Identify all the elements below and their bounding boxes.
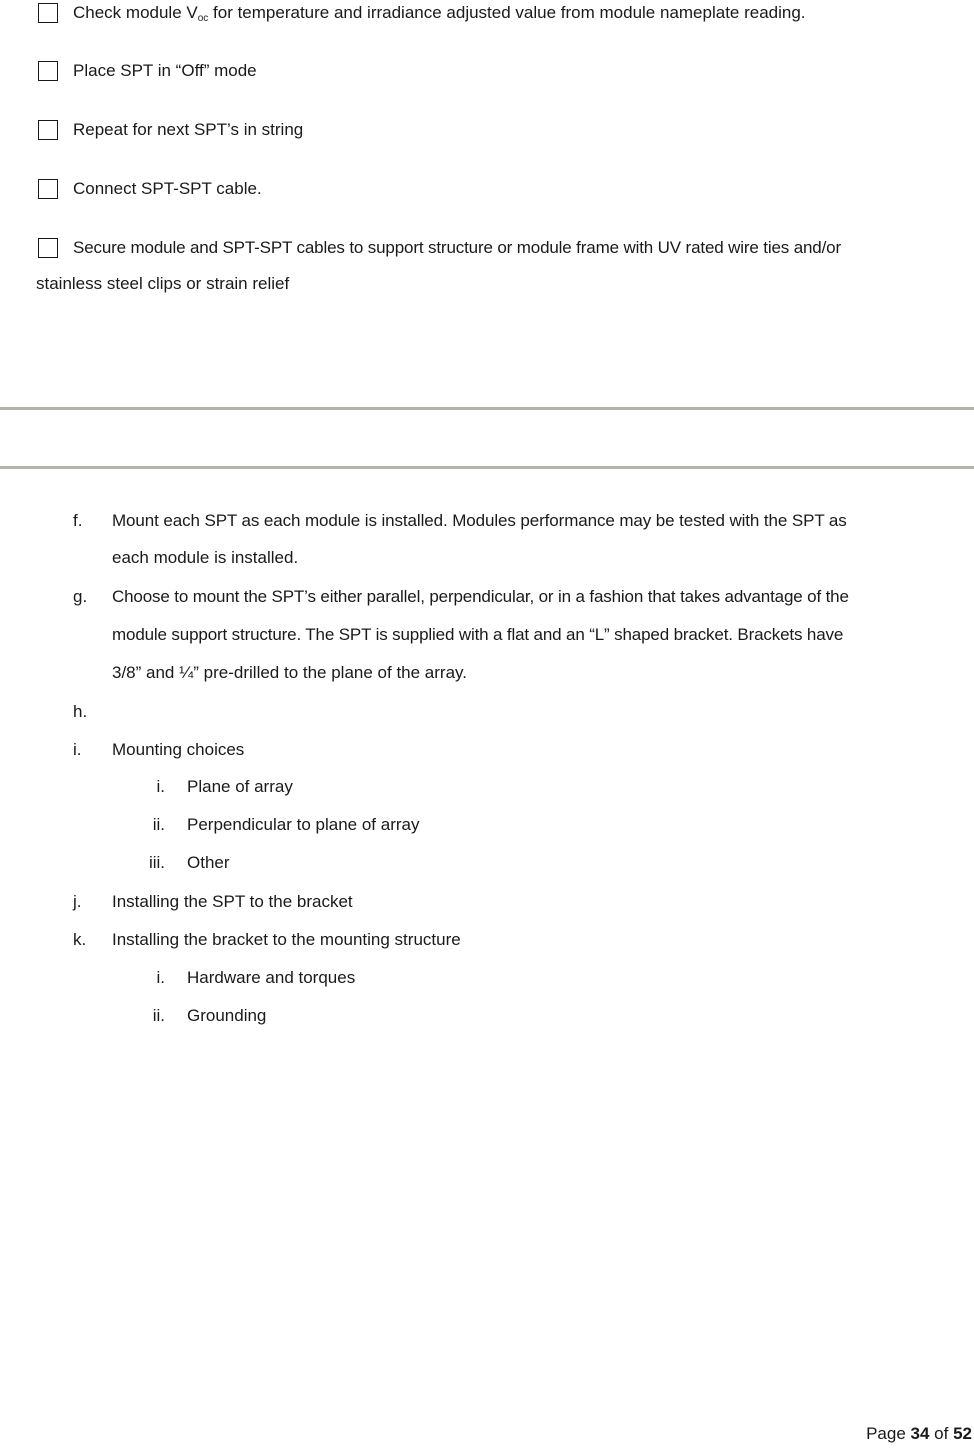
list-item-g-line1: Choose to mount the SPT’s either parallel, perpendicular, or in a fashion that takes advantage of the <box>112 587 849 606</box>
checklist-label: Repeat for next SPT’s in string <box>73 120 304 139</box>
list-item-f-line1: Mount each SPT as each module is installed. Modules performance may be tested with the SPT as <box>112 511 847 530</box>
sublist-marker-k-1: i. <box>156 968 165 987</box>
checkbox[interactable] <box>38 3 58 23</box>
sublist-marker-i-3: iii. <box>148 853 165 872</box>
list-item-j: Installing the SPT to the bracket <box>112 892 353 911</box>
checklist-item-place-spt-off <box>38 59 257 83</box>
list-marker-g: g. <box>73 587 88 606</box>
list-item-k: Installing the bracket to the mounting structure <box>112 930 461 949</box>
sublist-item-hardware-torques: Hardware and torques <box>187 968 356 987</box>
sublist-item-grounding: Grounding <box>187 1006 267 1025</box>
page-number: 34 <box>910 1424 930 1443</box>
sublist-marker-i-1: i. <box>156 777 165 796</box>
list-marker-k: k. <box>73 930 87 949</box>
checklist-label: Secure module and SPT-SPT cables to support structure or module frame with UV rated wire ties and/or <box>73 238 841 257</box>
of-label: of <box>929 1424 954 1443</box>
checklist-label-continuation: stainless steel clips or strain relief <box>36 274 290 293</box>
sublist-item-plane-of-array: Plane of array <box>187 777 293 796</box>
checkbox[interactable] <box>38 120 58 140</box>
horizontal-rule <box>0 407 974 410</box>
list-marker-h: h. <box>73 702 88 721</box>
page-label: Page <box>866 1424 911 1443</box>
sublist-item-other: Other <box>187 853 230 872</box>
sublist-item-perpendicular: Perpendicular to plane of array <box>187 815 420 834</box>
list-item-g-line3: 3/8” and ¼” pre-drilled to the plane of the array. <box>112 663 467 682</box>
checklist-label: Check module $V_{oc}$ for temperature and irradiance adjusted value from module nameplate reading. <box>73 2 806 24</box>
checklist-item-repeat-next-spt <box>38 118 303 142</box>
sublist-marker-i-2: ii. <box>152 815 165 834</box>
checklist-item-connect-cable <box>38 177 262 201</box>
list-item-i: Mounting choices <box>112 740 245 759</box>
sublist-marker-k-2: ii. <box>152 1006 165 1025</box>
checkbox[interactable] <box>38 61 58 81</box>
total-pages: 52 <box>953 1424 972 1443</box>
checklist-item-secure-cables <box>38 236 841 260</box>
checklist-label: Connect SPT-SPT cable. <box>73 179 262 198</box>
horizontal-rule <box>0 466 974 469</box>
list-marker-f: f. <box>73 511 83 530</box>
list-marker-j: j. <box>73 892 82 911</box>
list-item-f-line2: each module is installed. <box>112 548 299 567</box>
list-marker-i: i. <box>73 740 82 759</box>
checkbox[interactable] <box>38 179 58 199</box>
list-item-g-line2: module support structure. The SPT is supplied with a flat and an “L” shaped bracket. Brackets have <box>112 625 844 644</box>
checklist-label: Place SPT in “Off” mode <box>73 61 257 80</box>
checklist-item-check-voc <box>38 1 806 25</box>
page-footer <box>866 1424 972 1444</box>
checkbox[interactable] <box>38 238 58 258</box>
